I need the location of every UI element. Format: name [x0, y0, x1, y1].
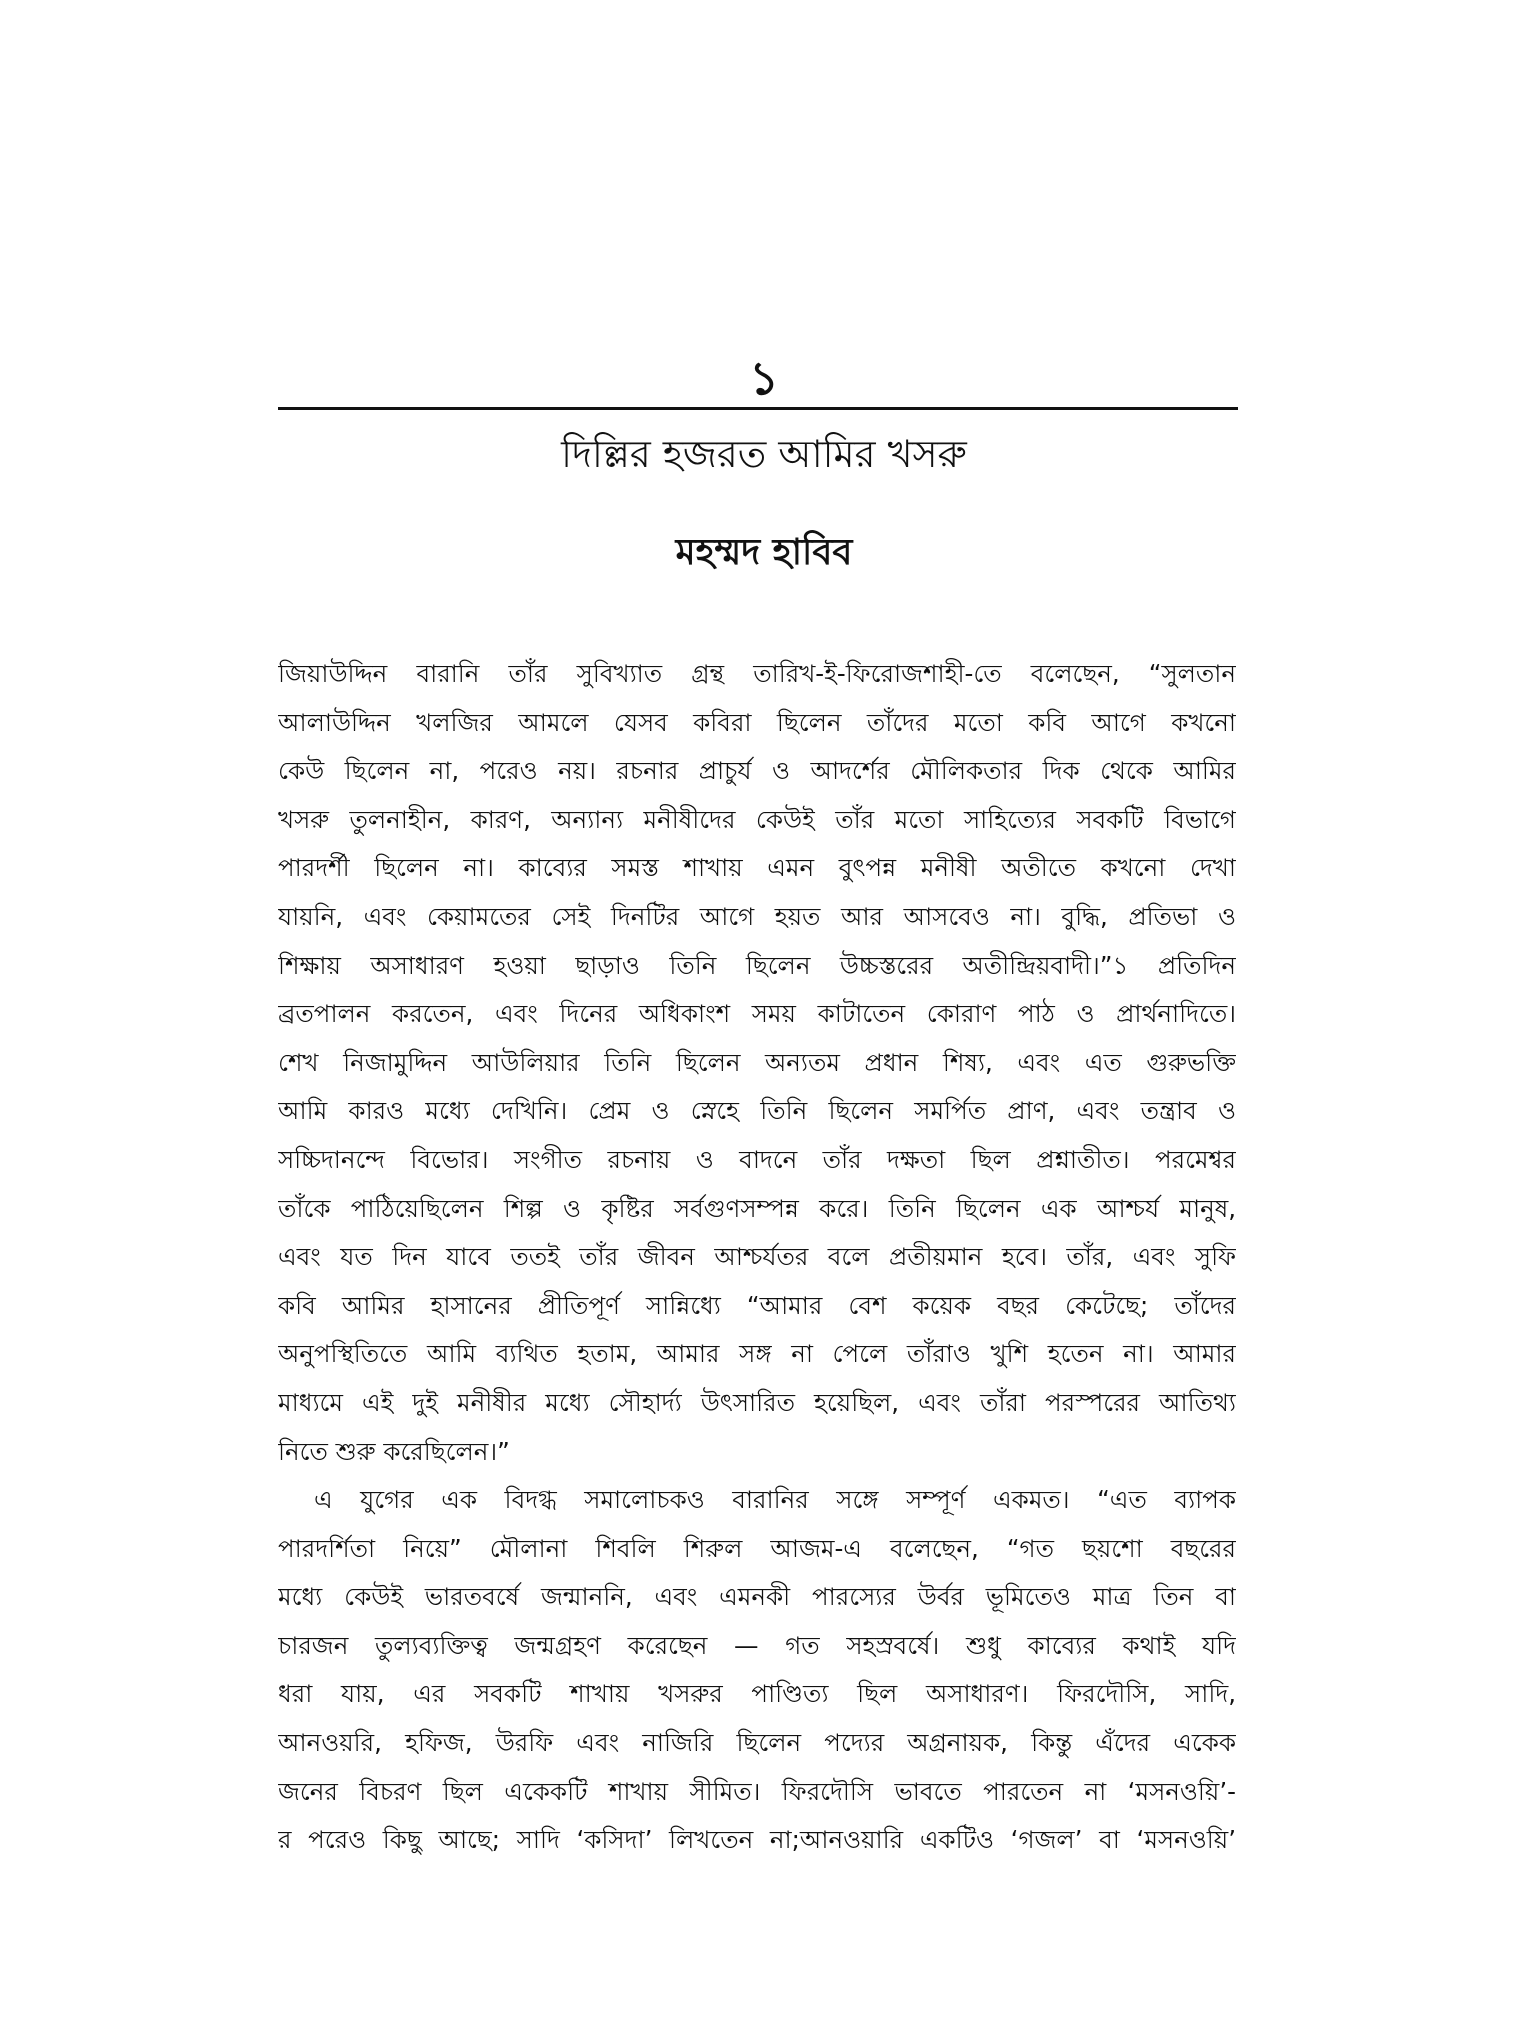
chapter-number: ১	[749, 351, 779, 405]
title-divider	[278, 407, 1238, 410]
text-line: তাঁকে পাঠিয়েছিলেন শিল্প ও কৃষ্টির সর্বগুণসম্পন্ন করে। তিনি ছিলেন এক আশ্চর্য মানুষ,	[278, 1193, 1236, 1223]
text-line: এবং যত দিন যাবে ততই তাঁর জীবন আশ্চর্যতর বলে প্রতীয়মান হবে। তাঁর, এবং সুফি	[278, 1242, 1236, 1272]
text-line: খসরু তুলনাহীন, কারণ, অন্যান্য মনীষীদের কেউই তাঁর মতো সাহিত্যের সবকটি বিভাগে	[278, 804, 1236, 834]
paragraph-1	[278, 650, 1236, 1476]
text-line: পারদর্শী ছিলেন না। কাব্যের সমস্ত শাখায় এমন বুৎপন্ন মনীষী অতীতে কখনো দেখা	[278, 853, 1236, 883]
text-line: মাধ্যমে এই দুই মনীষীর মধ্যে সৌহার্দ্য উৎসারিত হয়েছিল, এবং তাঁরা পরস্পরের আতিথ্য	[278, 1387, 1236, 1417]
text-line: জিয়াউদ্দিন বারানি তাঁর সুবিখ্যাত গ্রন্থ তারিখ-ই-ফিরোজশাহী-তে বলেছেন, “সুলতান	[278, 659, 1236, 688]
text-line: শিক্ষায় অসাধারণ হওয়া ছাড়াও তিনি ছিলেন উচ্চস্তরের অতীন্দ্রিয়বাদী।”১ প্রতিদিন	[278, 950, 1236, 980]
text-line: পারদর্শিতা নিয়ে” মৌলানা শিবলি শিরুল আজম-এ বলেছেন, “গত ছয়শো বছরের	[278, 1533, 1236, 1563]
text-line: এ যুগের এক বিদগ্ধ সমালোচকও বারানির সঙ্গে সম্পূর্ণ একমত। “এত ব্যাপক	[314, 1485, 1236, 1515]
chapter-title: দিল্লির হজরত আমির খসরু	[561, 432, 967, 476]
text-line: চারজন তুল্যব্যক্তিত্ব জন্মগ্রহণ করেছেন — গত সহস্রবর্ষে। শুধু কাব্যের কথাই যদি	[278, 1630, 1236, 1660]
text-line: মধ্যে কেউই ভারতবর্ষে জন্মাননি, এবং এমনকী পারস্যের উর্বর ভূমিতেও মাত্র তিন বা	[278, 1582, 1236, 1612]
text-line: জনের বিচরণ ছিল একেকটি শাখায় সীমিত। ফিরদৌসি ভাবতে পারতেন না ‘মসনওয়ি’-	[278, 1776, 1236, 1806]
body-text	[278, 650, 1236, 1865]
text-line: আলাউদ্দিন খলজির আমলে যেসব কবিরা ছিলেন তাঁদের মতো কবি আগে কখনো	[278, 707, 1236, 737]
text-line: সচ্চিদানন্দে বিভোর। সংগীত রচনায় ও বাদনে তাঁর দক্ষতা ছিল প্রশ্নাতীত। পরমেশ্বর	[278, 1144, 1236, 1174]
text-line: নিতে শুরু করেছিলেন।”	[278, 1436, 510, 1466]
paragraph-2	[278, 1476, 1236, 1865]
text-line: অনুপস্থিতিতে আমি ব্যথিত হতাম, আমার সঙ্গ না পেলে তাঁরাও খুশি হতেন না। আমার	[278, 1339, 1236, 1369]
text-line: র পরেও কিছু আছে; সাদি ‘কসিদা’ লিখতেন না;আনওয়ারি একটিও ‘গজল’ বা ‘মসনওয়ি’	[278, 1825, 1236, 1855]
text-line: যায়নি, এবং কেয়ামতের সেই দিনটির আগে হয়ত আর আসবেও না। বুদ্ধি, প্রতিভা ও	[278, 901, 1236, 931]
text-line: আনওয়রি, হফিজ, উরফি এবং নাজিরি ছিলেন পদ্যের অগ্রনায়ক, কিন্তু এঁদের একেক	[278, 1728, 1236, 1758]
text-line: শেখ নিজামুদ্দিন আউলিয়ার তিনি ছিলেন অন্যতম প্রধান শিষ্য, এবং এত গুরুভক্তি	[278, 1047, 1236, 1077]
text-line: কেউ ছিলেন না, পরেও নয়। রচনার প্রাচুর্য ও আদর্শের মৌলিকতার দিক থেকে আমির	[278, 756, 1236, 786]
text-line: ব্রতপালন করতেন, এবং দিনের অধিকাংশ সময় কাটাতেন কোরাণ পাঠ ও প্রার্থনাদিতে।	[278, 999, 1236, 1029]
text-line: ধরা যায়, এর সবকটি শাখায় খসরুর পাণ্ডিত্য ছিল অসাধারণ। ফিরদৌসি, সাদি,	[278, 1679, 1236, 1709]
chapter-author: মহম্মদ হাবিব	[675, 532, 853, 573]
text-line: আমি কারও মধ্যে দেখিনি। প্রেম ও স্নেহে তিনি ছিলেন সমর্পিত প্রাণ, এবং তন্ত্রাব ও	[278, 1096, 1236, 1126]
text-line: কবি আমির হাসানের প্রীতিপূর্ণ সান্নিধ্যে “আমার বেশ কয়েক বছর কেটেছে; তাঁদের	[278, 1290, 1236, 1320]
